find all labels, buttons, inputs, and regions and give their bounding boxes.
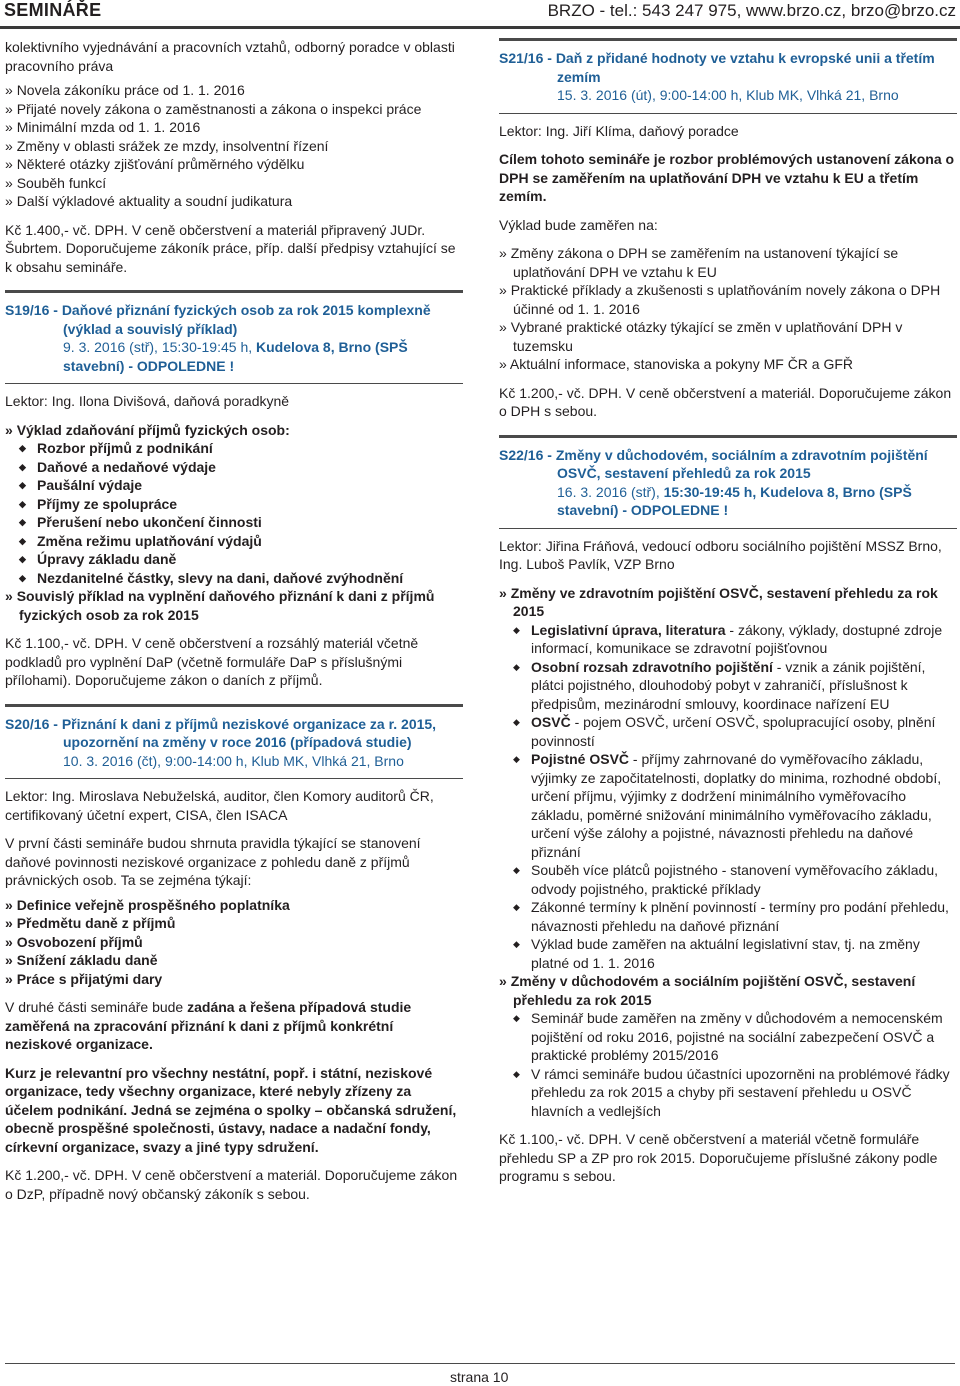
seminar-date: 15. 3. 2016 (út), 9:00-14:00 h, Klub MK, Vlhká 21, Brno xyxy=(557,87,899,103)
goal-text: Cílem tohoto semináře je rozbor problémových ustanovení zákona o DPH se zaměřením na uplatňování DPH ve vztahu k EU a třetím zemím. xyxy=(499,151,955,204)
seminar-divider xyxy=(5,778,463,779)
topic-item: » Změny v oblasti srážek ze mzdy, insolventní řízení xyxy=(5,137,463,156)
subtopic-item: ◆ Nezdanitelné částky, slevy na dani, daňové zvýhodnění xyxy=(19,569,463,588)
intro-text: Výklad bude zaměřen na: xyxy=(499,216,658,233)
case-study-text xyxy=(5,998,463,1054)
seminar-date-time: 9. 3. 2016 (stř), 15:30-19:45 h, xyxy=(63,339,257,355)
subtopic-item: ◆ Paušální výdaje xyxy=(19,476,463,495)
seminar-date xyxy=(499,483,957,520)
price-text: Kč 1.400,- vč. DPH. V ceně občerstvení a materiál připravený JUDr. Šubrtem. Doporučujeme zákoník práce, příp. další předpisy vztahující se k obsahu semináře. xyxy=(5,221,456,275)
subtopic-text: Výklad bude zaměřen na aktuální legislativní stav, tj. na změny platné od 1. 1. 2016 xyxy=(531,936,920,971)
footer-divider xyxy=(5,1363,955,1364)
seminar-divider xyxy=(499,113,957,114)
seminar-date-day: 16. 3. 2016 (stř), xyxy=(557,483,664,500)
topic-item: » Novela zákoníku práce od 1. 1. 2016 xyxy=(5,81,463,100)
subtopic-item: ◆ Rozbor příjmů z podnikání xyxy=(19,439,463,458)
subtopic-bold: Pojistné OSVČ xyxy=(531,751,630,767)
price-text: Kč 1.200,- vč. DPH. V ceně občerstvení a materiál. Doporučujeme zákon o DzP, případně nový občanský zákoník s sebou. xyxy=(5,1167,458,1202)
lecturer: Lektor: Jiřina Fráňová, vedoucí odboru sociálního pojištění MSSZ Brno, Ing. Luboš Pavlík, VZP Brno xyxy=(499,537,942,572)
header-divider xyxy=(0,26,960,29)
subtopic-item xyxy=(513,861,957,898)
right-column xyxy=(499,38,957,1198)
seminar-s21 xyxy=(499,38,957,421)
seminar-place: 15:30-19:45 h, Kudelova 8, Brno (SPŠ stavební) - ODPOLEDNE ! xyxy=(557,483,912,518)
topic-item: » Souběh funkcí xyxy=(5,174,463,193)
seminar-title: S22/16 - Změny v důchodovém, sociálním a zdravotním pojištění OSVČ, sestavení přehledů za rok 2015 xyxy=(499,446,928,481)
program-item: » Změny ve zdravotním pojištění OSVČ, sestavení přehledu za rok 2015 xyxy=(499,584,957,621)
case-study-lead: V druhé části semináře bude xyxy=(5,999,188,1015)
subtopic-item xyxy=(513,658,957,714)
subtopic-text: - pojem OSVČ, určení OSVČ, spolupracující osoby, plnění povinností xyxy=(531,714,936,749)
subtopic-bold: OSVČ xyxy=(531,714,571,730)
price-text: Kč 1.100,- vč. DPH. V ceně občerstvení a rozsáhlý materiál včetně podkladů pro vyplnění DaP (včetně formuláře DaP s příslušnými přílohami). Doporučujeme zákon o daních z příjmů. xyxy=(5,635,419,688)
program-item: » Změny zákona o DPH se zaměřením na ustanovení týkající se uplatňování DPH ve vztahu k EU xyxy=(499,244,957,281)
program-item: » Vybrané praktické otázky týkající se změn v uplatňování DPH v tuzemsku xyxy=(499,318,957,355)
topic-item: » Další výkladové aktuality a soudní judikatura xyxy=(5,192,463,211)
topic-list xyxy=(5,81,463,211)
program-item: » Snížení základu daně xyxy=(5,951,463,970)
subtopic-item xyxy=(513,935,957,972)
subtopic-list-2 xyxy=(513,1009,957,1120)
subtopic-item xyxy=(513,898,957,935)
case-study-bold: zadána a řešena případová studie zaměřená na zpracování přiznání k dani z příjmů konkrétní neziskové organizace. xyxy=(5,999,412,1052)
subtopic-text: Souběh více plátců pojistného - stanovení vyměřovacího základu, odvody pojistného, praktické příklady xyxy=(531,862,939,897)
subtopic-text: Zákonné termíny k plnění povinností - termíny pro podání přehledu, návaznosti přehledu na daňové přiznání xyxy=(531,899,949,934)
seminar-s22 xyxy=(499,435,957,1186)
subtopic-item: ◆ Úpravy základu daně xyxy=(19,550,463,569)
subtopic-item xyxy=(513,750,957,861)
subtopic-bold: Osobní rozsah zdravotního pojištění xyxy=(531,658,773,675)
subtopic-item: ◆ Změna režimu uplatňování výdajů xyxy=(19,532,463,551)
lecturer: Lektor: Ing. Miroslava Nebuželská, auditor, člen Komory auditorů ČR, certifikovaný účetní expert, CISA, člen ISACA xyxy=(5,788,434,823)
program-item: » Souvislý příklad na vyplnění daňového přiznání k dani z příjmů fyzických osob za rok 2015 xyxy=(5,587,463,624)
intro-text: V první části semináře budou shrnuta pravidla týkající se stanovení daňové povinnosti neziskové organizace z pohledu daně z příjmů právnických osob. Ta se zejména týkají: xyxy=(5,835,421,888)
program-list-2 xyxy=(5,587,463,624)
subtopic-item: ◆ V rámci semináře budou účastníci upozorněni na problémové řádky přehledu za rok 2015 a chyby při sestavení přehledu u OSVČ hlavních a vedlejších xyxy=(513,1065,957,1121)
intro-text: kolektivního vyjednávání a pracovních vztahů, odborný poradce v oblasti pracovního práva xyxy=(5,39,455,74)
subtopic-text: - vznik a zánik pojištění, plátci pojistného, dlouhodobý pobyt v zahraničí, příslušnost k předpisům, mezinárodní smlouvy, koordinace nařízení EU xyxy=(531,658,926,712)
seminar-s19 xyxy=(5,290,463,690)
lecturer: Lektor: Ing. Jiří Klíma, daňový poradce xyxy=(499,122,739,139)
program-item: » Práce s přijatými dary xyxy=(5,970,463,989)
program-item: » Předmětu daně z příjmů xyxy=(5,914,463,933)
seminar-date xyxy=(5,338,463,375)
program-list xyxy=(499,584,957,621)
audience-text: Kurz je relevantní pro všechny nestátní, popř. i státní, neziskové organizace, tedy všechny organizace, které nebyly zřízeny za účelem podnikání. Jedná se zejména o spolky – občanská sdružení, obecně prospěšné společnosti, ústavy, nadace a nadační fondy, církevní organizace, svazy a jiné typy sdružení. xyxy=(5,1064,457,1155)
topic-item: » Přijaté novely zákona o zaměstnanosti a zákona o inspekci práce xyxy=(5,100,463,119)
program-item: » Změny v důchodovém a sociálním pojištění OSVČ, sestavení přehledu za rok 2015 xyxy=(499,972,957,1009)
subtopic-list xyxy=(513,621,957,973)
topic-item: » Některé otázky zjišťování průměrného výdělku xyxy=(5,155,463,174)
program-list xyxy=(499,244,957,374)
left-column xyxy=(5,38,463,1215)
seminar-title: S21/16 - Daň z přidané hodnoty ve vztahu k evropské unii a třetím zemím xyxy=(499,50,935,85)
program-list xyxy=(5,896,463,989)
program-item: » Definice veřejně prospěšného poplatníka xyxy=(5,896,463,915)
program-item: » Výklad zdaňování příjmů fyzických osob: xyxy=(5,421,463,440)
page-header xyxy=(0,0,960,26)
topic-item: » Minimální mzda od 1. 1. 2016 xyxy=(5,118,463,137)
seminar-divider xyxy=(5,383,463,384)
subtopic-item: ◆ Daňové a nedaňové výdaje xyxy=(19,458,463,477)
section-title: SEMINÁŘE xyxy=(4,0,102,20)
contact-info: BRZO - tel.: 543 247 975, www.brzo.cz, brzo@brzo.cz xyxy=(547,1,956,20)
subtopic-item: ◆ Seminář bude zaměřen na změny v důchodovém a nemocenském pojištění od roku 2016, pojistné na sociální zabezpečení OSVČ a praktické problémy 2015/2016 xyxy=(513,1009,957,1065)
seminar-title: S20/16 - Přiznání k dani z příjmů neziskové organizace za r. 2015, upozornění na změny v roce 2016 (případová studie) xyxy=(5,715,437,750)
subtopic-text: - zákony, výklady, dostupné zdroje informací, komunikace se zdravotní pojišťovnou xyxy=(531,621,943,656)
subtopic-list xyxy=(19,439,463,587)
seminar-s20 xyxy=(5,704,463,1204)
program-item: » Praktické příklady a zkušenosti s uplatňováním novely zákona o DPH účinné od 1. 1. 2016 xyxy=(499,281,957,318)
subtopic-item xyxy=(513,621,957,658)
subtopic-text: - příjmy zahrnované do vyměřovacího základu, výjimky ze započitatelnosti, doplatky do minima, rozhodné období, určení příjmu, výjimky z dodržení minimálního vyměřovacího základu, poměrné snižování minimálního vyměřovacího základu, určení výše zálohy a pojistné, návaznosti přehledu na daňové přiznání xyxy=(531,751,942,860)
seminar-date: 10. 3. 2016 (čt), 9:00-14:00 h, Klub MK, Vlhká 21, Brno xyxy=(63,752,404,769)
subtopic-item: ◆ Přerušení nebo ukončení činnosti xyxy=(19,513,463,532)
seminar-divider xyxy=(499,528,957,529)
program-list xyxy=(5,421,463,440)
price-text: Kč 1.100,- vč. DPH. V ceně občerstvení a materiál včetně formuláře přehledu SP a ZP pro rok 2015. Doporučujeme příslušné zákony podle programu s sebou. xyxy=(499,1131,938,1184)
subtopic-item: ◆ Příjmy ze spolupráce xyxy=(19,495,463,514)
program-list-2 xyxy=(499,972,957,1009)
seminar-place: Kudelova 8, Brno (SPŠ stavební) - ODPOLEDNE ! xyxy=(63,339,408,374)
subtopic-bold: Legislativní úprava, literatura xyxy=(531,621,726,638)
lecturer: Lektor: Ing. Ilona Divišová, daňová poradkyně xyxy=(5,393,290,409)
program-item: » Aktuální informace, stanoviska a pokyny MF ČR a GFŘ xyxy=(499,355,957,374)
price-text: Kč 1.200,- vč. DPH. V ceně občerstvení a materiál. Doporučujeme zákon o DPH s sebou. xyxy=(499,384,952,419)
page-number: strana 10 xyxy=(450,1369,509,1385)
page-footer xyxy=(0,1363,960,1386)
program-item: » Osvobození příjmů xyxy=(5,933,463,952)
subtopic-item xyxy=(513,713,957,750)
seminar-title: S19/16 - Daňové přiznání fyzických osob za rok 2015 komplexně (výklad a souvislý příklad) xyxy=(5,302,431,337)
